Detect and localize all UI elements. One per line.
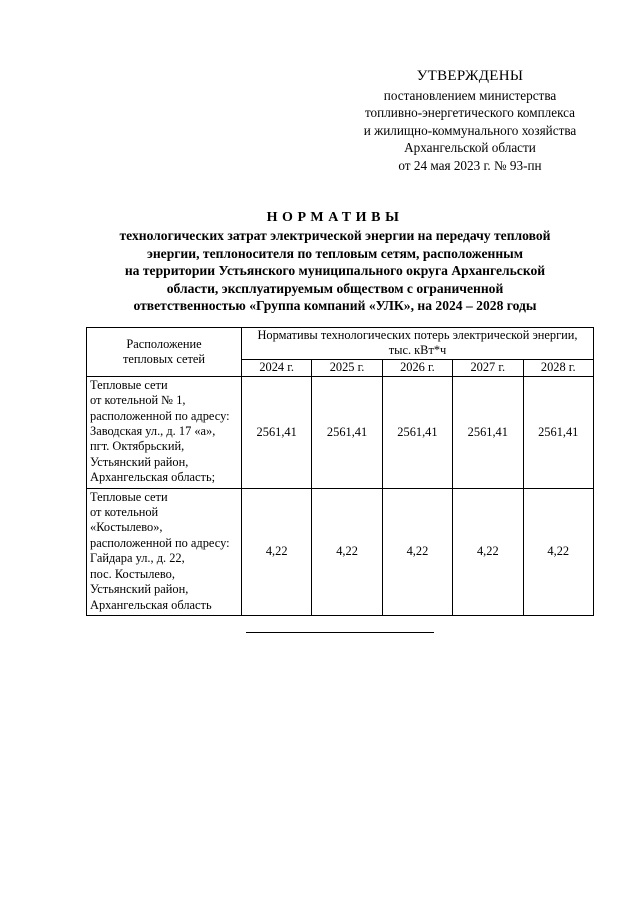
address-line: от котельной № 1,	[90, 393, 186, 408]
norms-column-header	[242, 328, 594, 360]
location-header-line: Расположение	[126, 336, 202, 351]
title-line: энергии, теплоносителя по тепловым сетям, расположенным	[146, 245, 524, 261]
address-line: Тепловые сети	[90, 377, 168, 392]
address-line: Архангельская область	[90, 597, 212, 612]
address-line: Устьянский район,	[90, 454, 189, 469]
approval-block	[320, 67, 620, 174]
approval-line: и жилищно-коммунального хозяйства	[363, 122, 577, 138]
closing-separator-line	[246, 632, 434, 633]
table-row	[87, 376, 594, 488]
year-header: 2024 г.	[242, 359, 312, 376]
approval-line: постановлением министерства	[383, 88, 557, 103]
norm-value-cell: 2561,41	[453, 376, 523, 488]
title-line: области, эксплуатируемым обществом с ограниченной	[166, 280, 504, 296]
approval-heading: УТВЕРЖДЕНЫ	[416, 68, 524, 84]
network-location-cell	[87, 376, 242, 488]
address-line: Тепловые сети	[90, 489, 168, 504]
address-line: Заводская ул., д. 17 «а»,	[90, 424, 216, 439]
norm-value-cell: 4,22	[242, 488, 312, 615]
norm-value-cell: 2561,41	[523, 376, 594, 488]
norm-value-cell: 2561,41	[312, 376, 382, 488]
network-location-cell	[87, 488, 242, 615]
year-header: 2025 г.	[312, 359, 382, 376]
norm-value-cell: 4,22	[453, 488, 523, 615]
year-header: 2027 г.	[453, 359, 523, 376]
title-line: технологических затрат электрической энергии на передачу тепловой	[119, 228, 551, 244]
norm-value-cell: 2561,41	[382, 376, 452, 488]
address-line: расположенной по адресу:	[90, 408, 230, 423]
address-line: расположенной по адресу:	[90, 535, 230, 550]
year-header: 2028 г.	[523, 359, 594, 376]
address-line: Устьянский район,	[90, 582, 189, 597]
address-line: Гайдара ул., д. 22,	[90, 551, 185, 566]
address-line: «Костылево»,	[90, 520, 163, 535]
approval-line: Архангельской области	[404, 140, 536, 156]
norm-value-cell: 2561,41	[242, 376, 312, 488]
address-line: пгт. Октябрьский,	[90, 439, 185, 454]
norm-value-cell: 4,22	[312, 488, 382, 615]
year-header: 2026 г.	[382, 359, 452, 376]
title-heading: НОРМАТИВЫ	[266, 210, 404, 225]
location-column-header	[87, 328, 242, 377]
document-title	[40, 209, 630, 314]
table-row	[87, 488, 594, 615]
norm-value-cell: 4,22	[382, 488, 452, 615]
address-line: Архангельская область;	[90, 470, 216, 485]
title-line: на территории Устьянского муниципального округа Архангельской	[124, 263, 546, 279]
address-line: от котельной	[90, 505, 159, 520]
table-header-row	[87, 328, 594, 360]
norms-header-line: тыс. кВт*ч	[388, 343, 447, 358]
location-header-line: тепловых сетей	[122, 351, 206, 366]
address-line: пос. Костылево,	[90, 566, 175, 581]
norms-table	[86, 327, 594, 616]
title-line: ответственностью «Группа компаний «УЛК», на 2024 – 2028 годы	[133, 298, 537, 314]
approval-line: топливно-энергетического комплекса	[364, 105, 576, 121]
norms-header-line: Нормативы технологических потерь электрической энергии,	[257, 328, 578, 342]
approval-line: от 24 мая 2023 г. № 93-пн	[398, 157, 542, 173]
norm-value-cell: 4,22	[523, 488, 594, 615]
